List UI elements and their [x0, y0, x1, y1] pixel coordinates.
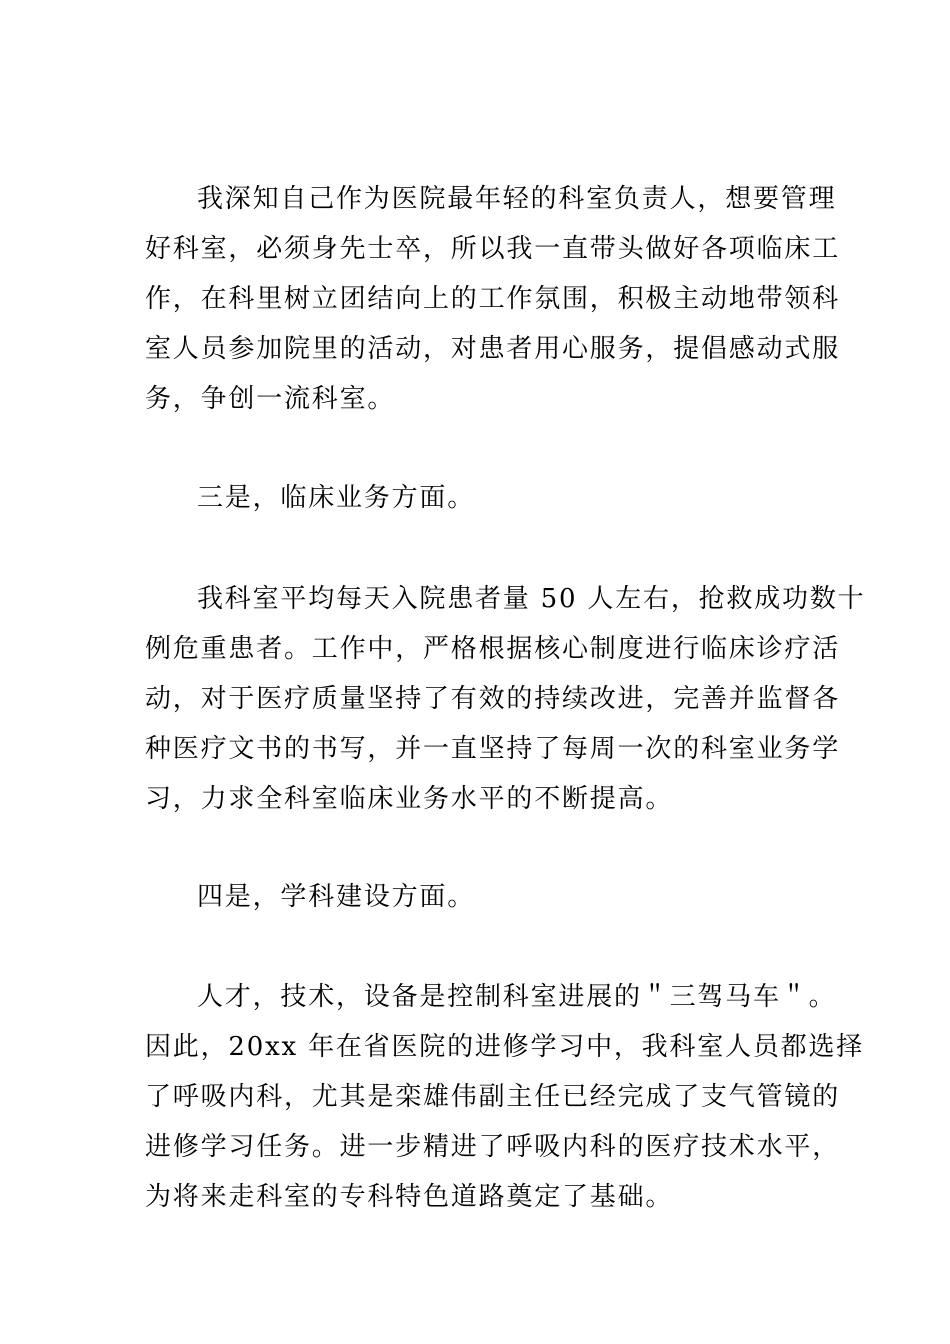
section-heading: 四是，学科建设方面。	[197, 882, 476, 912]
paragraph-line: 动，对于医疗质量坚持了有效的持续改进，完善并监督各	[145, 684, 841, 714]
paragraph-line: 作，在科里树立团结向上的工作氛围，积极主动地带领科	[145, 284, 841, 314]
paragraph-line: 务，争创一流科室。	[145, 384, 396, 414]
paragraph-line: 习，力求全科室临床业务水平的不断提高。	[145, 784, 674, 814]
paragraph-line: 了呼吸内科，尤其是栾雄伟副主任已经完成了支气管镜的	[145, 1082, 841, 1112]
paragraph-line: 因此，20xx 年在省医院的进修学习中，我科室人员都选择	[145, 1032, 865, 1062]
paragraph-1	[145, 174, 841, 424]
section-heading-discipline	[145, 872, 810, 922]
paragraph-line: 为将来走科室的专科特色道路奠定了基础。	[145, 1182, 674, 1212]
paragraph-line: 好科室，必须身先士卒，所以我一直带头做好各项临床工	[145, 234, 841, 264]
section-heading: 三是，临床业务方面。	[197, 483, 476, 513]
paragraph-line: 进修学习任务。进一步精进了呼吸内科的医疗技术水平，	[145, 1132, 841, 1162]
paragraph-line: 例危重患者。工作中，严格根据核心制度进行临床诊疗活	[145, 634, 841, 664]
section-heading-clinical	[145, 473, 810, 523]
paragraph-line: 我深知自己作为医院最年轻的科室负责人，想要管理	[197, 184, 837, 214]
paragraph-line: 种医疗文书的书写，并一直坚持了每周一次的科室业务学	[145, 734, 841, 764]
paragraph-5	[145, 972, 865, 1222]
paragraph-line: 室人员参加院里的活动，对患者用心服务，提倡感动式服	[145, 334, 841, 364]
paragraph-line: 我科室平均每天入院患者量 50 人左右，抢救成功数十	[197, 584, 866, 614]
paragraph-line: 人才，技术，设备是控制科室进展的＂三驾马车＂。	[197, 982, 837, 1012]
paragraph-3	[145, 574, 866, 824]
